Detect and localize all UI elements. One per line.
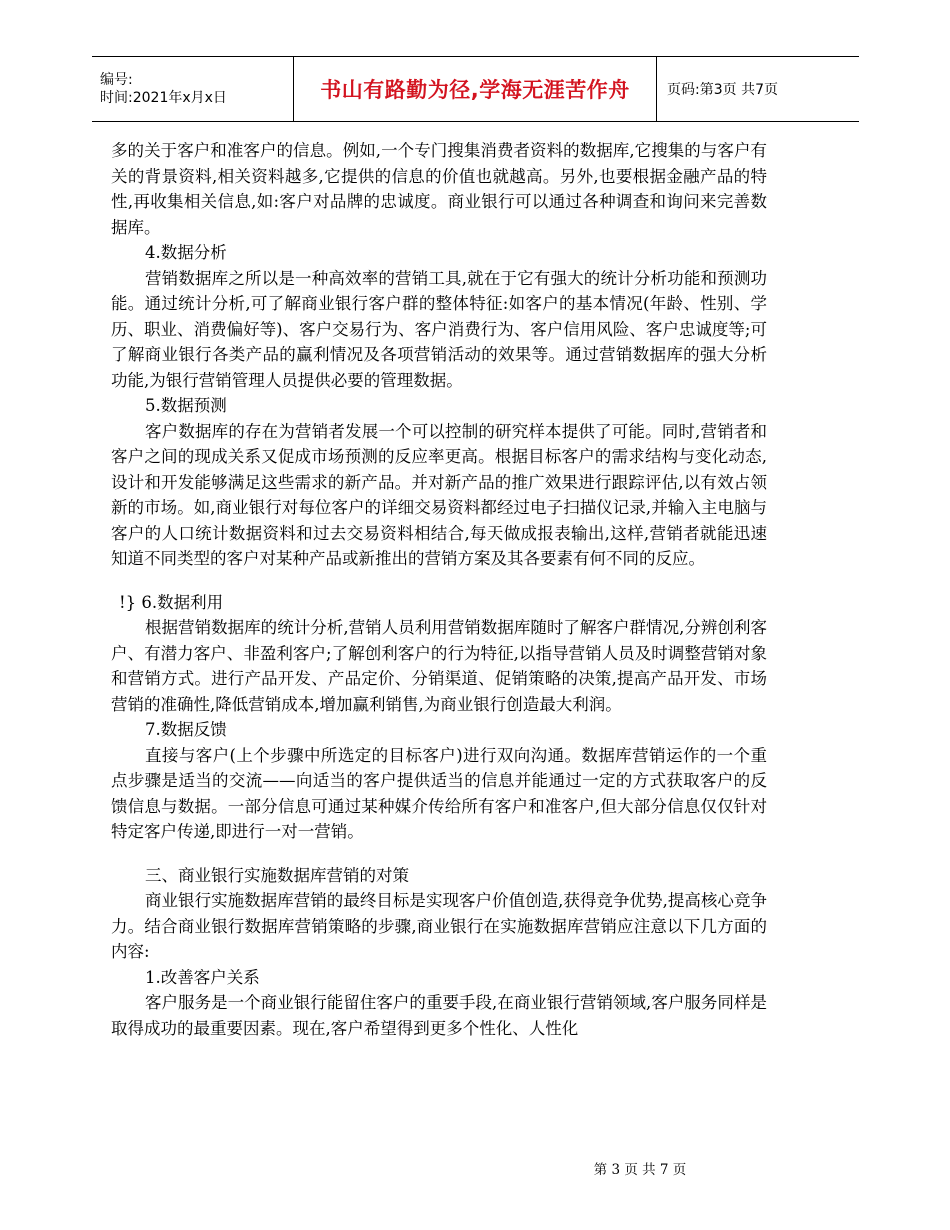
paragraph: 根据营销数据库的统计分析,营销人员利用营销数据库随时了解客户群情况,分辨创利客户、有潜力客户、非盈利客户;了解创利客户的行为特征,以指导营销人员及时调整营销对象和营销方式。进行产品开发、产品定价、分销渠道、促销策略的决策,提高产品开发、市场营销的准确性,降低营销成本,增加赢利销售,为商业银行创造最大利润。 bbox=[111, 618, 767, 714]
paragraph: 商业银行实施数据库营销的最终目标是实现客户价值创造,获得竞争优势,提高核心竞争力。结合商业银行数据库营销策略的步骤,商业银行在实施数据库营销应注意以下几方面的内容: bbox=[111, 891, 767, 961]
paragraph: 多的关于客户和准客户的信息。例如,一个专门搜集消费者资料的数据库,它搜集的与客户有关的背景资料,相关资料越多,它提供的信息的价值也就越高。另外,也要根据金融产品的特性,再收集相关信息,如:客户对品牌的忠诚度。商业银行可以通过各种调查和询问来完善数据库。 bbox=[111, 141, 767, 237]
subheading-data-use-line bbox=[111, 590, 767, 616]
paragraph: 客户数据库的存在为营销者发展一个可以控制的研究样本提供了可能。同时,营销者和客户之间的现成关系又促成市场预测的反应率更高。根据目标客户的需求结构与变化动态,设计和开发能够满足这些需求的新产品。并对新产品的推广效果进行跟踪评估,以有效占领新的市场。如,商业银行对每位客户的详细交易资料都经过电子扫描仪记录,并输入主电脑与客户的人口统计数据资料和过去交易资料相结合,每天做成报表输出,这样,营销者就能迅速知道不同类型的客户对某种产品或新推出的营销方案及其各要素有何不同的反应。 bbox=[111, 421, 767, 568]
paragraph: 直接与客户(上个步骤中所选定的目标客户)进行双向沟通。数据库营销运作的一个重点步骤是适当的交流——向适当的客户提供适当的信息并能通过一定的方式获取客户的反馈信息与数据。一部分信息可通过某种媒介传给所有客户和准客户,但大部分信息仅仅针对特定客户传递,即进行一对一营销。 bbox=[111, 745, 767, 841]
page-footer: 第 3 页 共 7 页 bbox=[593, 1162, 687, 1178]
document-number-label: 编号: bbox=[100, 72, 133, 88]
page-header bbox=[92, 56, 859, 122]
document-time-label: 时间:2021年x月x日 bbox=[100, 90, 227, 106]
subheading-data-use: 6.数据利用 bbox=[141, 592, 224, 612]
header-page-number: 页码:第3页 共7页 bbox=[657, 57, 860, 122]
spacer bbox=[111, 845, 767, 863]
subheading-data-analysis: 4.数据分析 bbox=[145, 243, 227, 262]
header-motto: 书山有路勤为径,学海无涯苦作舟 bbox=[320, 78, 630, 102]
paragraph: 客户服务是一个商业银行能留住客户的重要手段,在商业银行营销领域,客户服务同样是取得成功的最重要因素。现在,客户希望得到更多个性化、人性化 bbox=[111, 993, 767, 1038]
subheading-data-prediction: 5.数据预测 bbox=[145, 396, 227, 415]
paragraph: 营销数据库之所以是一种高效率的营销工具,就在于它有强大的统计分析功能和预测功能。通过统计分析,可了解商业银行客户群的整体特征:如客户的基本情况(年龄、性别、学历、职业、消费偏好等)、客户交易行为、客户消费行为、客户信用风险、客户忠诚度等;可了解商业银行各类产品的赢利情况及各项营销活动的效果等。通过营销数据库的强大分析功能,为银行营销管理人员提供必要的管理数据。 bbox=[111, 268, 767, 390]
stray-marker: !} bbox=[119, 592, 137, 612]
spacer bbox=[111, 572, 767, 590]
document-body bbox=[111, 138, 767, 1041]
header-motto-cell bbox=[294, 57, 657, 122]
subheading-customer-relations: 1.改善客户关系 bbox=[145, 967, 260, 987]
subheading-data-feedback: 7.数据反馈 bbox=[145, 720, 227, 739]
header-meta bbox=[92, 57, 294, 122]
section-heading: 三、商业银行实施数据库营销的对策 bbox=[145, 865, 409, 885]
